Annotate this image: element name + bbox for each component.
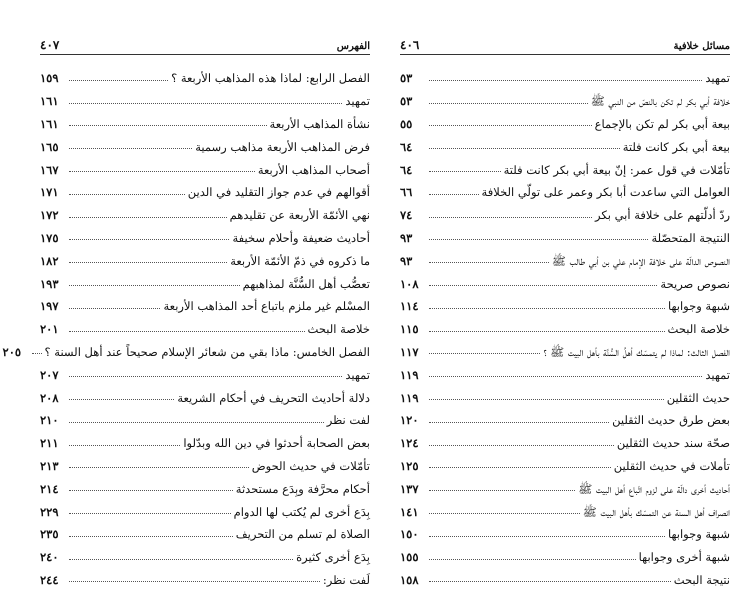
toc-entry [40,359,370,382]
toc-entry [40,314,370,337]
dot-leader [69,194,185,195]
toc-entry-page: ٩٣ [400,253,413,268]
toc-entry-page: ٥٣ [400,94,413,109]
toc-entry-title: بِدَع أخرى كثيرة [296,550,370,565]
toc-entry-page: ٢٤٠ [40,550,59,565]
dot-leader [69,445,180,446]
toc-entry [400,291,730,314]
toc-entry-title: الصلاة لم تسلم من التحريف [235,527,370,542]
toc-entry-page: ٢٤٤ [40,572,59,587]
toc-entry [40,86,370,109]
toc-entry [400,86,730,109]
toc-entry-page: ١٢٥ [400,458,419,473]
dot-leader [69,490,233,491]
dot-leader [69,125,267,126]
toc-entry-page: ٦٤ [400,139,413,154]
toc-entry-title: المسْلم غير ملزم باتباع أحد المذاهب الأربعة [163,299,370,314]
toc-entry-title: شبهة وجوابها [667,527,730,542]
toc-entry-page: ٥٥ [400,117,413,132]
dot-leader [429,171,501,172]
toc-entry [400,451,730,474]
toc-entry-page: ١٦٧ [40,162,59,177]
toc-entry-title: شبهة وجوابها [667,299,730,314]
dot-leader [429,422,609,423]
dot-leader [429,125,592,126]
toc-entry-page: ٢٠١ [40,322,59,337]
toc-entry-title: أحكام محرَّفة وبِدَع مستحدثة [235,481,370,496]
dot-leader [429,194,479,195]
toc-entry [40,382,370,405]
toc-entry [400,200,730,223]
dot-leader [429,399,664,400]
dot-leader [69,217,227,218]
dot-leader [69,536,233,537]
toc-entry-title: بيعة أبي بكر لم تكن بالإجماع [594,117,730,132]
dot-leader [69,581,320,582]
dot-leader [429,353,540,354]
toc-entry [400,223,730,246]
page-number: ٤٠٧ [40,38,60,52]
toc-entry-page: ١٦١ [40,94,59,109]
toc-entry-title: تعصُّب أهل السُّنَّة لمذاهبهم [242,276,370,291]
toc-entry-page: ١٢٠ [400,413,419,428]
toc-entry [400,542,730,565]
toc-entry-page: ١١٧ [400,344,419,359]
dot-leader [69,331,305,332]
toc-entry-title: تأملات في حديث الثقلين [613,458,730,473]
toc-entry-title: خلاصة البحث [307,322,370,337]
toc-entry-page: ١٥٠ [400,527,419,542]
toc-entry [400,177,730,200]
dot-leader [429,308,665,309]
toc-entry [40,428,370,451]
toc-entry [40,565,370,588]
toc-entry-page: ٢٠٨ [40,390,59,405]
right-page [400,38,730,587]
toc-entry [40,245,370,268]
toc-entry-title: دلالة أحاديث التحريف في أحكام الشريعة [177,390,370,405]
toc-entry-title: خلاصة البحث [667,322,730,337]
dot-leader [69,376,342,377]
dot-leader [429,262,549,263]
toc-entry-title: تمهيد [705,367,730,382]
toc-entry-page: ١٦١ [40,117,59,132]
dot-leader [429,331,665,332]
toc-entry-title: النتيجة المتحصّلة [651,231,730,245]
toc-entry [40,63,370,86]
toc-entry [400,519,730,542]
toc-entry-title: أقوالهم في عدم جواز التقليد في الدين [187,185,370,200]
toc-entry [40,451,370,474]
toc-entry-title: صحّة سند حديث الثقلين [616,436,730,451]
dot-leader [429,467,611,468]
toc-entry-title: بيعة أبي بكر كانت فلتة [622,139,730,154]
toc-entry-title: الفصل الرابع: لماذا هذه المذاهب الأربعة ؟ [171,71,370,86]
toc-entry [400,109,730,132]
toc-entry [40,131,370,154]
toc-entry [40,473,370,496]
toc-entry-title: لفت نظر [326,413,370,428]
toc-entry-page: ١٧٢ [40,208,59,223]
toc-entry-title: فرض المذاهب الأربعة مذاهب رسمية [195,139,370,154]
toc-entry-page: ١١٥ [400,322,419,337]
running-title: الفهرس [336,41,370,52]
toc-entry-title: نهي الأئمّة الأربعة عن تقليدهم [229,208,370,223]
toc-entry [400,268,730,291]
toc-entry-title: العوامل التي ساعدت أبا بكر وعمر على تولّي الخلافة [481,185,730,200]
toc-entry-title: خلافة أبي بكر لم تكن بالنصّ من النبي ﷺ [590,94,730,109]
toc-entry-title: نشأة المذاهب الأربعة [269,117,370,132]
toc-list [400,63,730,587]
toc-entry [400,405,730,428]
dot-leader [429,581,671,582]
toc-entry [2,337,370,360]
toc-entry-title: النصوص الدالّة على خلافة الإمام علي بن أبي طالب ﷺ [552,253,730,268]
toc-entry-page: ٢٣٥ [40,527,59,542]
dot-leader [429,80,702,81]
toc-entry-page: ٢١١ [40,436,59,451]
toc-entry-title: بعض طرق حديث الثقلين [612,413,730,428]
toc-entry-title: أحاديث أخرى دالّة على لزوم اتّباع أهل البيت ﷺ [578,481,730,496]
toc-entry-title: تأمّلات في حديث الحوض [251,458,370,473]
toc-entry-page: ١٥٥ [400,550,419,565]
dot-leader [429,285,657,286]
toc-entry [40,154,370,177]
toc-entry-page: ٢١٣ [40,458,59,473]
toc-entry [40,405,370,428]
toc-entry-title: أحاديث ضعيفة وأحلام سخيفة [232,231,370,245]
toc-entry-title: أصحاب المذاهب الأربعة [257,162,370,177]
dot-leader [69,285,240,286]
dot-leader [69,422,324,423]
toc-entry [40,496,370,519]
dot-leader [429,148,620,149]
toc-entry [40,109,370,132]
toc-entry-title: تأمّلات في قول عمر: إنّ بيعة أبي بكر كانت فلتة [503,162,730,177]
toc-entry-title: تمهيد [705,71,730,86]
toc-entry [400,565,730,588]
toc-entry-page: ١٦٥ [40,139,59,154]
toc-entry-page: ١٥٨ [400,572,419,587]
toc-entry [400,63,730,86]
toc-entry [40,200,370,223]
toc-entry-page: ٧٤ [400,208,413,223]
toc-entry [400,382,730,405]
toc-entry-page: ١٤١ [400,504,419,519]
toc-entry [40,519,370,542]
toc-entry-title: ردّ أدلّتهم على خلافة أبي بكر [595,208,730,223]
toc-entry [400,359,730,382]
toc-entry-page: ١١٩ [400,367,419,382]
toc-entry-title: حديث الثقلين [666,390,730,405]
running-title: مسائل خلافية [673,41,730,52]
toc-entry-page: ١١٤ [400,299,419,314]
toc-entry [400,314,730,337]
toc-entry [40,291,370,314]
dot-leader [429,376,702,377]
toc-entry-title: الفصل الثالث: لماذا لم يتمسّك أهلُ السُّنَّة بأهل البيت ﷺ ؟ [543,344,730,359]
dot-leader [69,399,174,400]
dot-leader [69,262,227,263]
dot-leader [69,308,160,309]
toc-list [2,63,370,587]
toc-entry-title: بِدَع أخرى لم يُكتب لها الدوام [233,504,370,519]
toc-entry-page: ١٨٢ [40,253,59,268]
dot-leader [429,559,636,560]
toc-entry-title: تمهيد [345,94,370,109]
toc-entry [400,496,730,519]
toc-entry-title: نصوص صريحة [660,276,730,291]
toc-entry [400,131,730,154]
toc-entry-title: ما ذكروه في ذمّ الأئمّة الأربعة [230,253,370,268]
toc-entry-page: ١٢٤ [400,436,419,451]
dot-leader [32,353,42,354]
toc-entry-page: ١٩٧ [40,299,59,314]
toc-entry-title: الفصل الخامس: ماذا بقي من شعائر الإسلام صحيحاً عند أهل السنة ؟ [44,344,370,359]
toc-entry-page: ٢٠٥ [2,344,22,359]
toc-entry-page: ٢٢٩ [40,504,59,519]
toc-entry [400,473,730,496]
toc-entry-page: ١٧١ [40,185,59,200]
dot-leader [69,103,342,104]
toc-entry [40,177,370,200]
dot-leader [69,80,168,81]
toc-entry-title: نتيجة البحث [673,572,730,587]
page-number: ٤٠٦ [400,38,420,52]
toc-entry [400,428,730,451]
toc-entry-page: ٢٠٧ [40,367,59,382]
toc-entry-page: ٦٤ [400,162,413,177]
dot-leader [69,559,293,560]
toc-entry-page: ١٧٥ [40,231,59,245]
toc-entry [40,223,370,246]
dot-leader [69,171,255,172]
dot-leader [429,490,575,491]
toc-entry [40,542,370,565]
toc-entry-page: ٩٣ [400,231,413,245]
toc-entry-title: بعض الصحابة أحدثوا في دين الله وبدّلوا [183,436,370,451]
page-header [400,38,730,55]
toc-entry-page: ١١٩ [400,390,419,405]
toc-entry-title: انصراف أهل السنة عن التمسّك بأهل البيت ﷺ [582,504,730,519]
dot-leader [69,239,229,240]
toc-entry-page: ١٥٩ [40,71,59,86]
left-page [2,38,370,587]
dot-leader [69,467,249,468]
toc-entry-page: ٦٦ [400,185,413,200]
dot-leader [429,239,648,240]
dot-leader [429,217,592,218]
page-header [40,38,370,55]
toc-entry-title: شبهة أخرى وجوابها [638,550,730,565]
toc-entry-page: ١٩٣ [40,276,59,291]
toc-entry-page: ٥٣ [400,71,413,86]
dot-leader [429,445,614,446]
toc-entry-page: ١٠٨ [400,276,419,291]
toc-entry-title: لَفت نظر: [322,572,370,587]
toc-entry-page: ٢١٤ [40,481,59,496]
dot-leader [69,148,192,149]
toc-entry [400,154,730,177]
dot-leader [429,513,580,514]
dot-leader [429,103,588,104]
dot-leader [429,536,665,537]
toc-entry [400,337,730,360]
toc-entry-page: ١٣٧ [400,481,419,496]
toc-entry [400,245,730,268]
toc-entry-page: ٢١٠ [40,413,59,428]
toc-entry-title: تمهيد [345,367,370,382]
toc-entry [40,268,370,291]
dot-leader [69,513,231,514]
